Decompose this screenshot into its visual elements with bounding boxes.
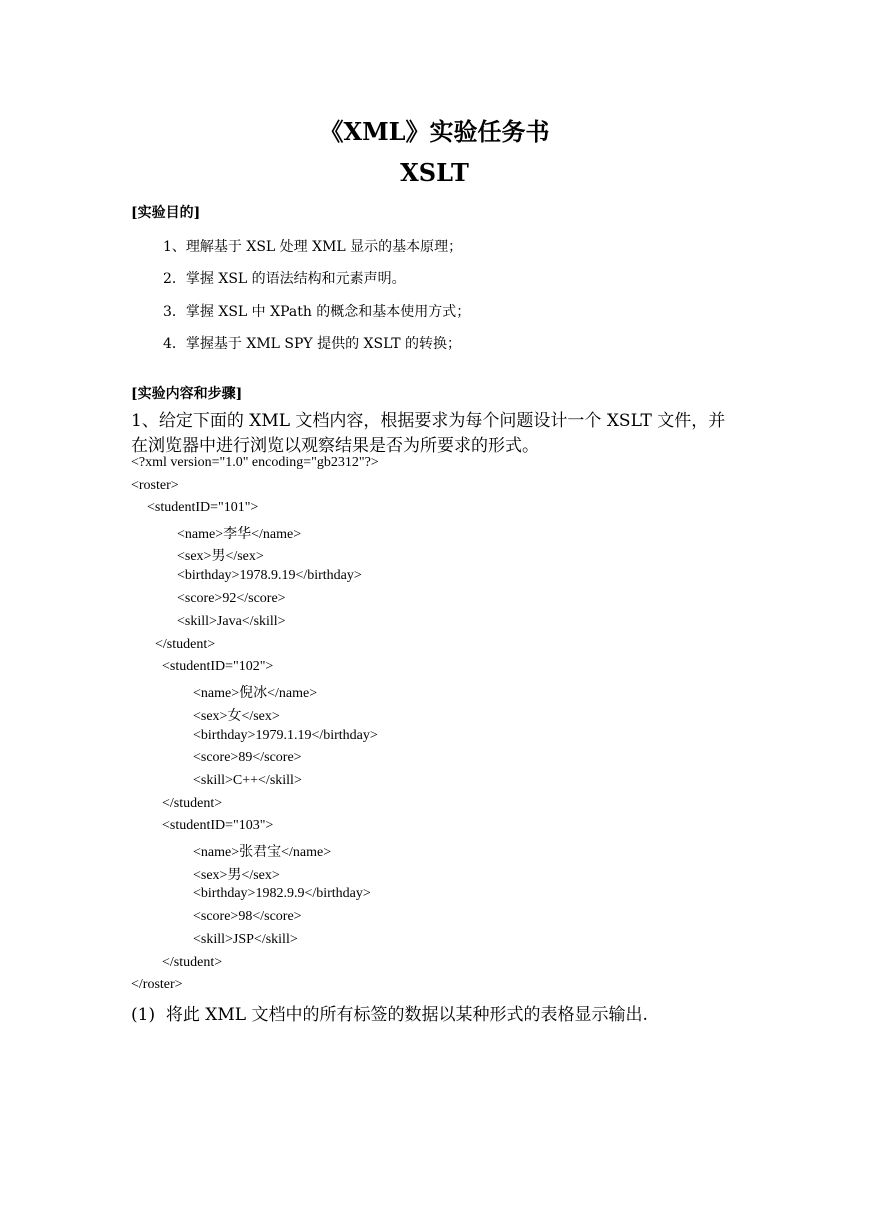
intro-paragraph-line-1: 1、给定下面的 XML 文档内容，根据要求为每个问题设计一个 XSLT 文件，并 <box>131 411 726 431</box>
code-line-sex: <sex>男</sex> <box>177 549 264 564</box>
code-line-roster-close: </roster> <box>131 977 183 992</box>
code-line-xml-declaration: <?xml version="1.0" encoding="gb2312"?> <box>131 455 379 470</box>
code-line-skill: <skill>C++</skill> <box>193 773 302 788</box>
objective-item: 2．掌握 XSL 的语法结构和元素声明。 <box>163 271 406 287</box>
intro-paragraph-line-2: 在浏览器中进行浏览以观察结果是否为所要求的形式。 <box>131 436 539 456</box>
code-line-name: <name>张君宝</name> <box>193 845 332 860</box>
code-line-birthday: <birthday>1982.9.9</birthday> <box>193 886 371 901</box>
objectives-heading: [实验目的] <box>131 205 201 221</box>
code-line-sex: <sex>女</sex> <box>193 709 280 724</box>
code-line-student-open: <studentID="103"> <box>162 818 274 833</box>
code-line-student-open: <studentID="102"> <box>162 659 274 674</box>
code-line-name: <name>李华</name> <box>177 527 302 542</box>
objective-item: 3．掌握 XSL 中 XPath 的概念和基本使用方式； <box>163 304 471 320</box>
code-line-name: <name>倪冰</name> <box>193 686 318 701</box>
code-line-score: <score>89</score> <box>193 750 302 765</box>
code-line-skill: <skill>JSP</skill> <box>193 932 298 947</box>
code-line-skill: <skill>Java</skill> <box>177 614 286 629</box>
document-title: 《XML》实验任务书 <box>319 117 550 146</box>
code-line-sex: <sex>男</sex> <box>193 868 280 883</box>
question-1: (1) 将此 XML 文档中的所有标签的数据以某种形式的表格显示输出. <box>131 1005 648 1025</box>
code-line-roster-open: <roster> <box>131 478 179 493</box>
document-subtitle: XSLT <box>400 158 469 187</box>
code-line-birthday: <birthday>1979.1.19</birthday> <box>193 728 378 743</box>
content-heading: [实验内容和步骤] <box>131 386 243 402</box>
objective-item: 1、理解基于 XSL 处理 XML 显示的基本原理； <box>163 239 463 255</box>
code-line-student-close: </student> <box>162 955 223 970</box>
code-line-birthday: <birthday>1978.9.19</birthday> <box>177 568 362 583</box>
code-line-student-open: <studentID="101"> <box>147 500 259 515</box>
code-line-student-close: </student> <box>162 796 223 811</box>
code-line-score: <score>98</score> <box>193 909 302 924</box>
code-line-student-close: </student> <box>155 637 216 652</box>
objective-item: 4．掌握基于 XML SPY 提供的 XSLT 的转换； <box>163 336 462 352</box>
code-line-score: <score>92</score> <box>177 591 286 606</box>
